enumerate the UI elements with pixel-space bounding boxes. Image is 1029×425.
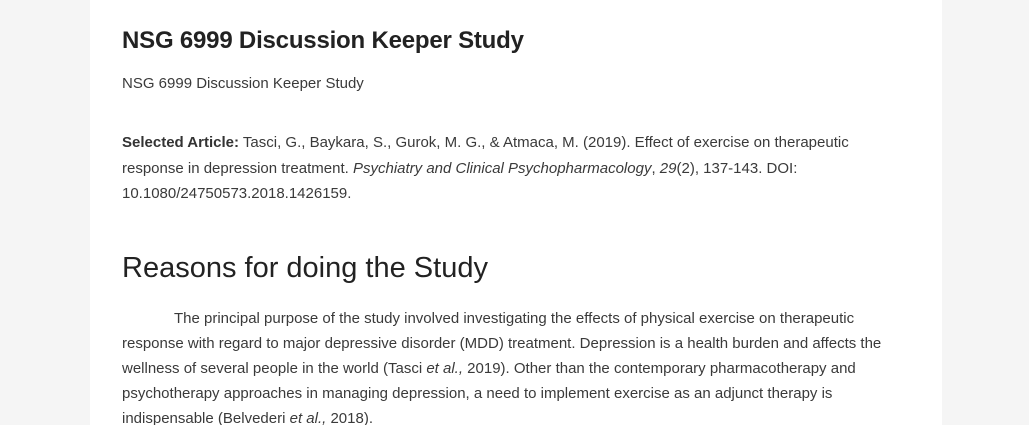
paragraph-text-part-2: 2019). Other than the contemporary pharmacotherapy and psychotherapy approaches in managing depression, a need to implement exercise as an adjunct therapy is indispensable (Belvederi bbox=[122, 360, 856, 425]
citation-label: Selected Article: bbox=[122, 134, 239, 151]
paragraph-etal-1: et al., bbox=[426, 360, 464, 377]
article-page bbox=[90, 0, 942, 425]
citation-volume: 29 bbox=[659, 159, 677, 177]
citation-journal: Psychiatry and Clinical Psychopharmacology bbox=[352, 159, 652, 177]
citation-issue-pages-doi: (2), 137-143. DOI: 10.1080/24750573.2018.1426159. bbox=[122, 159, 798, 202]
paragraph-etal-2: et al., bbox=[289, 410, 327, 425]
section-paragraph bbox=[122, 306, 912, 425]
post-subtitle: NSG 6999 Discussion Keeper Study bbox=[122, 75, 364, 92]
citation-separator: , bbox=[651, 159, 660, 177]
section-heading: Reasons for doing the Study bbox=[122, 252, 488, 284]
citation-authors: Tasci, G., Baykara, S., Gurok, M. G., & Atmaca, M. (2019). Effect of exercise on therapeutic response in depression treatment. bbox=[122, 134, 849, 177]
post-title: NSG 6999 Discussion Keeper Study bbox=[122, 27, 524, 54]
selected-article-citation bbox=[122, 130, 882, 207]
paragraph-text-part-3: 2018). bbox=[326, 410, 373, 425]
paragraph-text-part-1: The principal purpose of the study involved investigating the effects of physical exercise on therapeutic response with regard to major depressive disorder (MDD) treatment. Depression is a health burden and affects the wellness of several people in the world (Tasci bbox=[122, 310, 882, 377]
